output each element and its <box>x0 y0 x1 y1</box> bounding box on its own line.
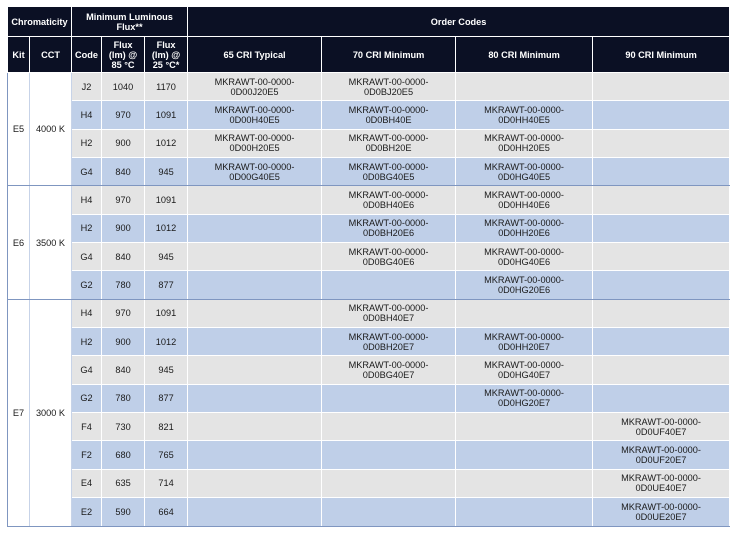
flux-85-cell: 840 <box>102 356 145 384</box>
order-code-line-1: MKRAWT-00-0000- <box>348 246 429 257</box>
code-cell: J2 <box>72 73 102 101</box>
flux-25-header: Flux (lm) @ 25 °C* <box>145 37 188 73</box>
table-row <box>8 73 730 101</box>
order-code-line-2: 0D0HG40E6 <box>498 256 551 267</box>
flux-25-cell: 1012 <box>145 214 188 242</box>
code-cell: H2 <box>72 214 102 242</box>
order-codes-header: Order Codes <box>188 7 730 37</box>
flux-25-cell: 1170 <box>145 73 188 101</box>
cri-80-cell <box>456 328 593 356</box>
order-code-line-1: MKRAWT-00-0000- <box>484 388 564 399</box>
table-row <box>8 299 730 327</box>
cri-90-cell <box>593 271 730 299</box>
order-code-line-1: MKRAWT-00-0000- <box>348 218 429 229</box>
order-code-line-2: 0D0BH20E6 <box>363 228 415 239</box>
cri-65-cell <box>188 328 322 356</box>
order-code-line-2: 0D00J20E5 <box>230 86 279 97</box>
flux-25-cell: 765 <box>145 441 188 469</box>
cri-70-cell <box>322 299 456 327</box>
cri-80-cell <box>456 413 593 441</box>
order-code-line-2: 0D0HH20E5 <box>498 143 550 154</box>
cri-80-cell <box>456 384 593 412</box>
order-code-line-2: 0D00G40E5 <box>229 171 280 182</box>
order-code-line-1: MKRAWT-00-0000- <box>348 133 429 144</box>
code-cell: G2 <box>72 384 102 412</box>
cri-80-cell <box>456 469 593 497</box>
order-code-line-2: 0D0HG20E6 <box>498 285 551 296</box>
order-code-line-1: MKRAWT-00-0000- <box>348 303 429 314</box>
table-row <box>8 158 730 186</box>
cri-90-cell <box>593 129 730 157</box>
order-code-line-1: MKRAWT-00-0000- <box>484 360 564 371</box>
cri-90-cell <box>593 186 730 214</box>
cri-70-cell <box>322 73 456 101</box>
kit-cell: E6 <box>8 186 30 299</box>
order-code-line-1: MKRAWT-00-0000- <box>621 416 701 427</box>
code-cell: F4 <box>72 413 102 441</box>
min-flux-header: Minimum Luminous Flux** <box>72 7 188 37</box>
order-code-line-1: MKRAWT-00-0000- <box>348 190 429 201</box>
cri-65-cell <box>188 356 322 384</box>
cri-80-cell <box>456 356 593 384</box>
cri-65-cell <box>188 271 322 299</box>
code-cell: G4 <box>72 243 102 271</box>
order-code-line-1: MKRAWT-00-0000- <box>484 218 564 229</box>
order-code-line-1: MKRAWT-00-0000- <box>484 133 564 144</box>
order-code-line-1: MKRAWT-00-0000- <box>484 161 564 172</box>
order-code-line-1: MKRAWT-00-0000- <box>621 445 701 456</box>
order-code-line-1: MKRAWT-00-0000- <box>621 473 701 484</box>
code-cell: H4 <box>72 299 102 327</box>
flux-85-cell: 840 <box>102 158 145 186</box>
code-cell: H4 <box>72 186 102 214</box>
cct-cell: 4000 K <box>30 73 72 186</box>
kit-header: Kit <box>8 37 30 73</box>
cri-80-cell <box>456 101 593 129</box>
cri-65-cell <box>188 101 322 129</box>
order-code-line-1: MKRAWT-00-0000- <box>348 161 429 172</box>
order-code-line-1: MKRAWT-00-0000- <box>348 105 429 116</box>
table-row <box>8 129 730 157</box>
cri-65-cell <box>188 186 322 214</box>
order-code-line-1: MKRAWT-00-0000- <box>348 331 429 342</box>
flux-85-cell: 590 <box>102 498 145 526</box>
cri-65-cell <box>188 158 322 186</box>
order-code-line-2: 0D0BH40E6 <box>363 200 415 211</box>
order-code-line-2: 0D0HH40E5 <box>498 115 550 126</box>
cri-80-cell <box>456 158 593 186</box>
flux-85-cell: 780 <box>102 384 145 412</box>
cri-80-cell <box>456 243 593 271</box>
flux-25-cell: 714 <box>145 469 188 497</box>
table-row <box>8 101 730 129</box>
cri-70-header: 70 CRI Minimum <box>322 37 456 73</box>
cri-90-cell <box>593 243 730 271</box>
flux-85-cell: 1040 <box>102 73 145 101</box>
order-code-line-2: 0D0HH20E6 <box>498 228 550 239</box>
flux-85-cell: 840 <box>102 243 145 271</box>
order-code-line-1: MKRAWT-00-0000- <box>348 360 429 371</box>
cri-80-cell <box>456 271 593 299</box>
cri-90-cell <box>593 73 730 101</box>
order-code-line-1: MKRAWT-00-0000- <box>348 76 429 87</box>
cri-70-cell <box>322 384 456 412</box>
flux-25-cell: 1091 <box>145 101 188 129</box>
cri-90-cell <box>593 498 730 526</box>
cri-65-cell <box>188 73 322 101</box>
cri-65-cell <box>188 413 322 441</box>
table-row <box>8 441 730 469</box>
table-row <box>8 271 730 299</box>
order-code-line-2: 0D0UE20E7 <box>635 511 687 522</box>
flux-85-cell: 900 <box>102 129 145 157</box>
cri-65-cell <box>188 384 322 412</box>
flux-25-cell: 877 <box>145 384 188 412</box>
flux-25-cell: 821 <box>145 413 188 441</box>
cri-70-cell <box>322 413 456 441</box>
order-code-line-2: 0D0BG40E6 <box>362 256 415 267</box>
order-code-line-2: 0D0BH40E7 <box>363 313 415 324</box>
order-code-line-2: 0D0HH20E7 <box>498 341 550 352</box>
cri-90-cell <box>593 101 730 129</box>
flux-85-cell: 970 <box>102 299 145 327</box>
flux-85-cell: 780 <box>102 271 145 299</box>
flux-85-cell: 680 <box>102 441 145 469</box>
code-cell: H2 <box>72 328 102 356</box>
order-code-line-2: 0D0BJ20E5 <box>364 86 414 97</box>
table-row <box>8 214 730 242</box>
cri-80-cell <box>456 129 593 157</box>
flux-25-cell: 945 <box>145 243 188 271</box>
code-cell: G2 <box>72 271 102 299</box>
cri-80-cell <box>456 73 593 101</box>
cri-90-cell <box>593 214 730 242</box>
kit-cell: E7 <box>8 299 30 526</box>
flux-25-cell: 1012 <box>145 129 188 157</box>
code-cell: H2 <box>72 129 102 157</box>
cri-90-cell <box>593 299 730 327</box>
cri-90-cell <box>593 441 730 469</box>
cri-90-cell <box>593 328 730 356</box>
table-row <box>8 498 730 526</box>
table-row <box>8 243 730 271</box>
flux-85-cell: 900 <box>102 214 145 242</box>
chromaticity-header: Chromaticity <box>8 7 72 37</box>
order-code-line-1: MKRAWT-00-0000- <box>484 190 564 201</box>
code-cell: E2 <box>72 498 102 526</box>
cri-80-cell <box>456 498 593 526</box>
cri-70-cell <box>322 214 456 242</box>
flux-25-cell: 1012 <box>145 328 188 356</box>
cri-70-cell <box>322 243 456 271</box>
table-row <box>8 356 730 384</box>
cri-70-cell <box>322 469 456 497</box>
cri-70-cell <box>322 101 456 129</box>
code-cell: E4 <box>72 469 102 497</box>
cri-65-cell <box>188 214 322 242</box>
code-cell: G4 <box>72 158 102 186</box>
cri-80-cell <box>456 441 593 469</box>
flux-25-cell: 945 <box>145 356 188 384</box>
order-code-line-1: MKRAWT-00-0000- <box>214 105 295 116</box>
cri-70-cell <box>322 271 456 299</box>
code-cell: H4 <box>72 101 102 129</box>
cri-65-cell <box>188 299 322 327</box>
order-code-line-1: MKRAWT-00-0000- <box>214 76 295 87</box>
cri-80-cell <box>456 214 593 242</box>
order-code-line-1: MKRAWT-00-0000- <box>484 246 564 257</box>
cri-70-cell <box>322 328 456 356</box>
order-code-line-2: 0D0BH40E <box>365 115 412 126</box>
cri-65-header: 65 CRI Typical <box>188 37 322 73</box>
table-row <box>8 328 730 356</box>
flux-85-cell: 970 <box>102 101 145 129</box>
flux-25-cell: 1091 <box>145 299 188 327</box>
cri-90-cell <box>593 413 730 441</box>
order-codes-table <box>7 6 730 527</box>
cri-65-cell <box>188 498 322 526</box>
order-code-line-1: MKRAWT-00-0000- <box>484 331 564 342</box>
cri-70-cell <box>322 498 456 526</box>
order-code-line-2: 0D0HG20E7 <box>498 398 551 409</box>
order-code-line-2: 0D00H40E5 <box>229 115 280 126</box>
cri-70-cell <box>322 158 456 186</box>
cri-90-header: 90 CRI Minimum <box>593 37 730 73</box>
flux-25-cell: 1091 <box>145 186 188 214</box>
cri-65-cell <box>188 243 322 271</box>
cri-80-cell <box>456 299 593 327</box>
kit-cell: E5 <box>8 73 30 186</box>
order-code-line-2: 0D0UF40E7 <box>635 426 687 437</box>
order-code-line-1: MKRAWT-00-0000- <box>214 161 295 172</box>
order-code-line-2: 0D0UF20E7 <box>635 455 687 466</box>
cri-70-cell <box>322 186 456 214</box>
cri-90-cell <box>593 356 730 384</box>
cri-90-cell <box>593 384 730 412</box>
cri-80-cell <box>456 186 593 214</box>
cri-80-header: 80 CRI Minimum <box>456 37 593 73</box>
cri-70-cell <box>322 129 456 157</box>
cct-cell: 3000 K <box>30 299 72 526</box>
table-row <box>8 413 730 441</box>
flux-25-cell: 945 <box>145 158 188 186</box>
order-code-line-2: 0D0HG40E7 <box>498 370 551 381</box>
cct-header: CCT <box>30 37 72 73</box>
flux-85-cell: 635 <box>102 469 145 497</box>
flux-85-cell: 970 <box>102 186 145 214</box>
order-code-line-1: MKRAWT-00-0000- <box>484 275 564 286</box>
cri-90-cell <box>593 158 730 186</box>
cri-70-cell <box>322 441 456 469</box>
flux-85-cell: 730 <box>102 413 145 441</box>
cri-65-cell <box>188 441 322 469</box>
code-cell: G4 <box>72 356 102 384</box>
table-row <box>8 384 730 412</box>
code-header: Code <box>72 37 102 73</box>
table-row <box>8 469 730 497</box>
order-code-line-1: MKRAWT-00-0000- <box>214 133 295 144</box>
order-code-line-2: 0D0BH20E7 <box>363 341 415 352</box>
flux-25-cell: 664 <box>145 498 188 526</box>
cri-90-cell <box>593 469 730 497</box>
order-code-line-2: 0D0BG40E5 <box>362 171 415 182</box>
order-code-line-1: MKRAWT-00-0000- <box>484 105 564 116</box>
flux-85-header: Flux (lm) @ 85 °C <box>102 37 145 73</box>
table-row <box>8 186 730 214</box>
order-code-line-2: 0D00H20E5 <box>229 143 280 154</box>
order-code-line-2: 0D0UE40E7 <box>635 483 687 494</box>
code-cell: F2 <box>72 441 102 469</box>
cri-65-cell <box>188 469 322 497</box>
flux-85-cell: 900 <box>102 328 145 356</box>
table-body <box>8 73 730 527</box>
cct-cell: 3500 K <box>30 186 72 299</box>
cri-65-cell <box>188 129 322 157</box>
order-code-line-2: 0D0HH40E6 <box>498 200 550 211</box>
order-code-line-1: MKRAWT-00-0000- <box>621 501 701 512</box>
order-code-line-2: 0D0BH20E <box>365 143 412 154</box>
flux-25-cell: 877 <box>145 271 188 299</box>
cri-70-cell <box>322 356 456 384</box>
order-code-line-2: 0D0HG40E5 <box>498 171 551 182</box>
order-code-line-2: 0D0BG40E7 <box>362 370 415 381</box>
